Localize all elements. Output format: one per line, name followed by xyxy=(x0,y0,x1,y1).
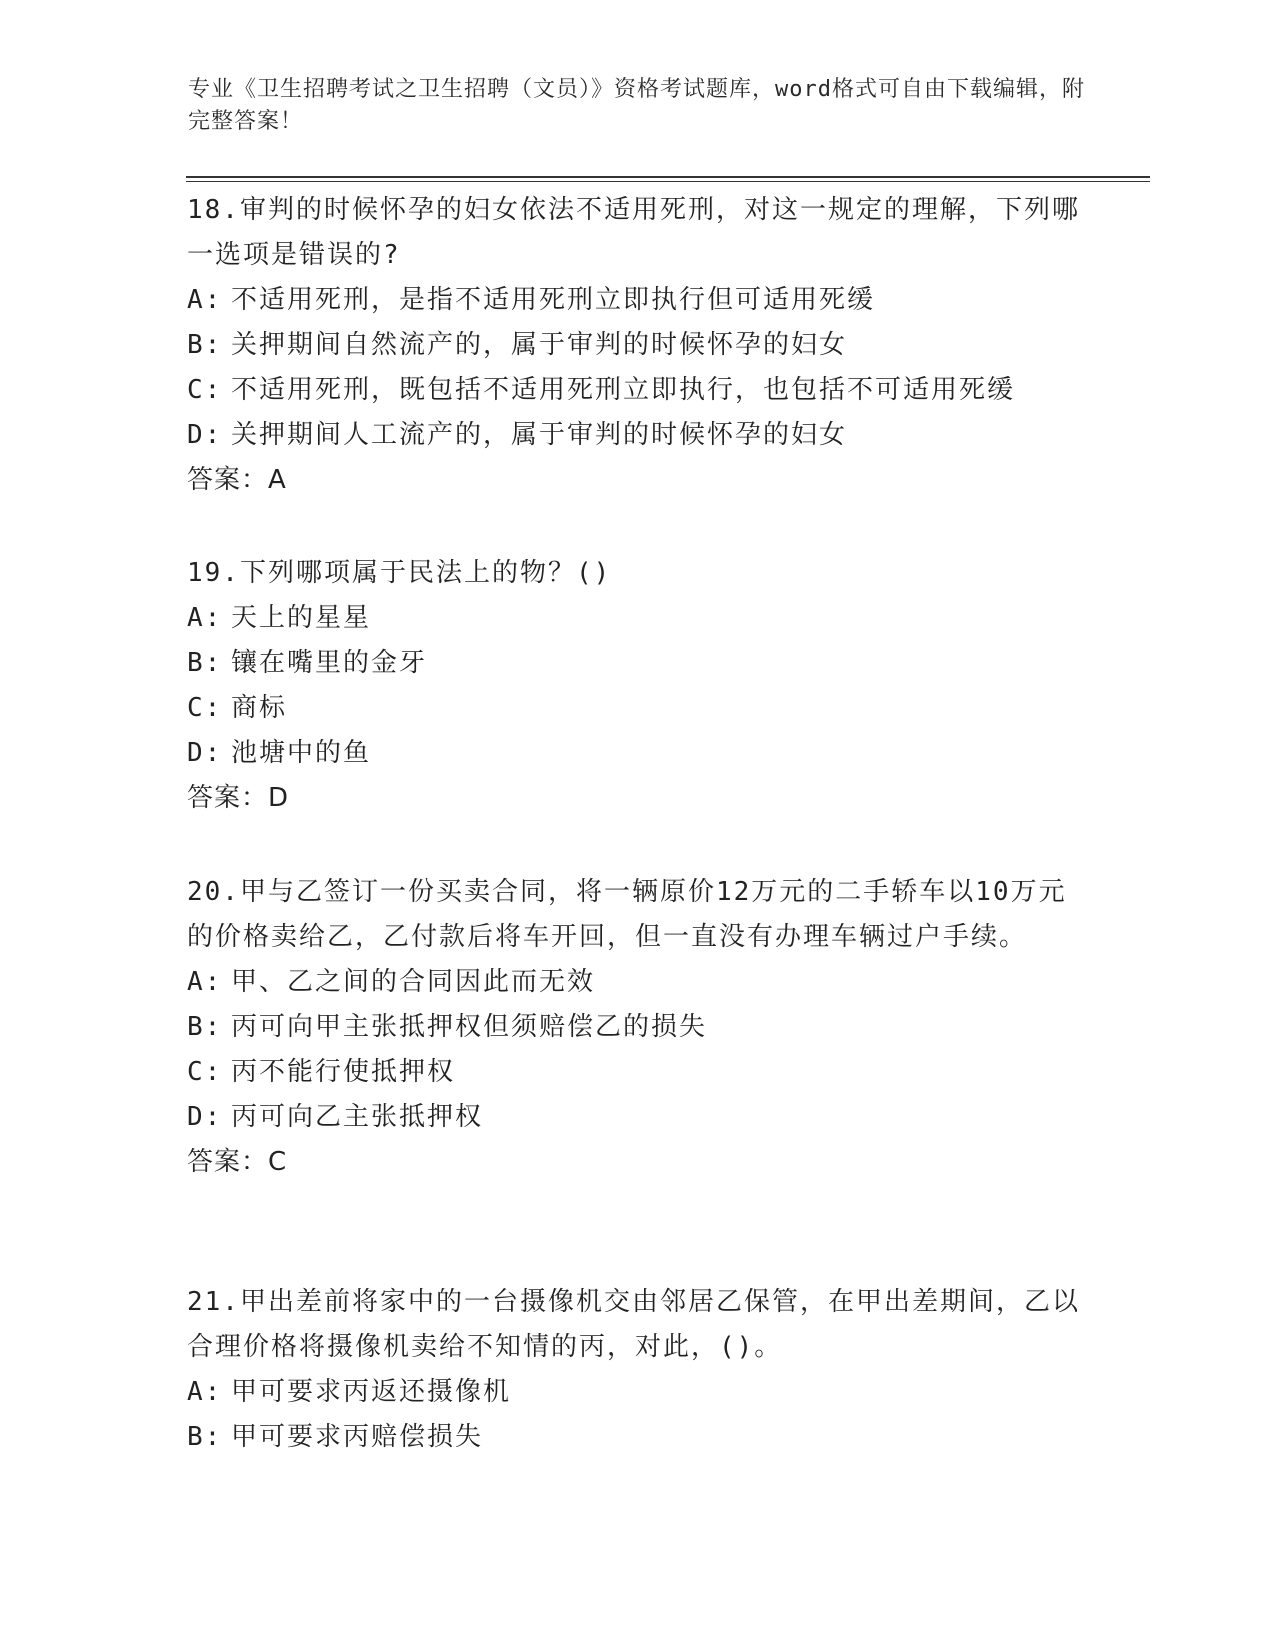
option-b xyxy=(187,641,1087,686)
option-text: 甲、乙之间的合同因此而无效 xyxy=(231,967,596,997)
option-letter: D: xyxy=(187,420,223,450)
question-stem: 18.审判的时候怀孕的妇女依法不适用死刑，对这一规定的理解，下列哪一选项是错误的? xyxy=(187,195,1080,270)
option-text: 甲可要求丙返还摄像机 xyxy=(231,1377,512,1407)
option-text: 镶在嘴里的金牙 xyxy=(231,648,428,678)
option-a xyxy=(187,960,1087,1005)
question-stem: 20.甲与乙签订一份买卖合同，将一辆原价12万元的二手轿车以10万元的价格卖给乙，乙付款后将车开回，但一直没有办理车辆过户手续。 xyxy=(187,877,1067,952)
option-text: 关押期间自然流产的，属于审判的时候怀孕的妇女 xyxy=(231,330,848,360)
option-letter: D: xyxy=(187,738,223,768)
option-letter: B: xyxy=(187,648,223,678)
question-20 xyxy=(187,870,1087,1185)
option-text: 丙可向甲主张抵押权但须赔偿乙的损失 xyxy=(231,1012,708,1042)
option-text: 关押期间人工流产的，属于审判的时候怀孕的妇女 xyxy=(231,420,848,450)
option-d xyxy=(187,413,1087,458)
option-text: 甲可要求丙赔偿损失 xyxy=(231,1422,484,1452)
option-text: 丙可向乙主张抵押权 xyxy=(231,1102,484,1132)
option-letter: B: xyxy=(187,1012,223,1042)
option-letter: C: xyxy=(187,693,223,723)
option-b xyxy=(187,1005,1087,1050)
option-a xyxy=(187,596,1087,641)
option-text: 丙不能行使抵押权 xyxy=(231,1057,456,1087)
option-c xyxy=(187,686,1087,731)
answer-line: 答案：D xyxy=(187,783,290,813)
question-21 xyxy=(187,1280,1087,1460)
option-text: 天上的星星 xyxy=(231,603,372,633)
option-b xyxy=(187,323,1087,368)
option-text: 池塘中的鱼 xyxy=(231,738,372,768)
option-letter: C: xyxy=(187,1057,223,1087)
option-letter: B: xyxy=(187,1422,223,1452)
option-letter: C: xyxy=(187,375,223,405)
option-letter: A: xyxy=(187,285,223,315)
answer-line: 答案：C xyxy=(187,1147,288,1177)
option-text: 不适用死刑，是指不适用死刑立即执行但可适用死缓 xyxy=(231,285,876,315)
question-19 xyxy=(187,551,1087,821)
question-18 xyxy=(187,188,1087,503)
option-c xyxy=(187,368,1087,413)
option-text: 商标 xyxy=(231,693,288,723)
option-c xyxy=(187,1050,1087,1095)
option-d xyxy=(187,731,1087,776)
question-stem: 19.下列哪项属于民法上的物？() xyxy=(187,558,612,588)
option-text: 不适用死刑，既包括不适用死刑立即执行，也包括不可适用死缓 xyxy=(231,375,1016,405)
option-b xyxy=(187,1415,1087,1460)
answer-line: 答案：A xyxy=(187,465,287,495)
option-letter: B: xyxy=(187,330,223,360)
option-letter: A: xyxy=(187,967,223,997)
option-letter: D: xyxy=(187,1102,223,1132)
question-stem: 21.甲出差前将家中的一台摄像机交由邻居乙保管，在甲出差期间，乙以合理价格将摄像机卖给不知情的丙，对此，()。 xyxy=(187,1287,1080,1362)
option-a xyxy=(187,278,1087,323)
option-letter: A: xyxy=(187,1377,223,1407)
option-a xyxy=(187,1370,1087,1415)
option-letter: A: xyxy=(187,603,223,633)
option-d xyxy=(187,1095,1087,1140)
header-divider xyxy=(186,176,1150,182)
document-header: 专业《卫生招聘考试之卫生招聘（文员）》资格考试题库，word格式可自由下载编辑，附完整答案！ xyxy=(188,77,1085,134)
